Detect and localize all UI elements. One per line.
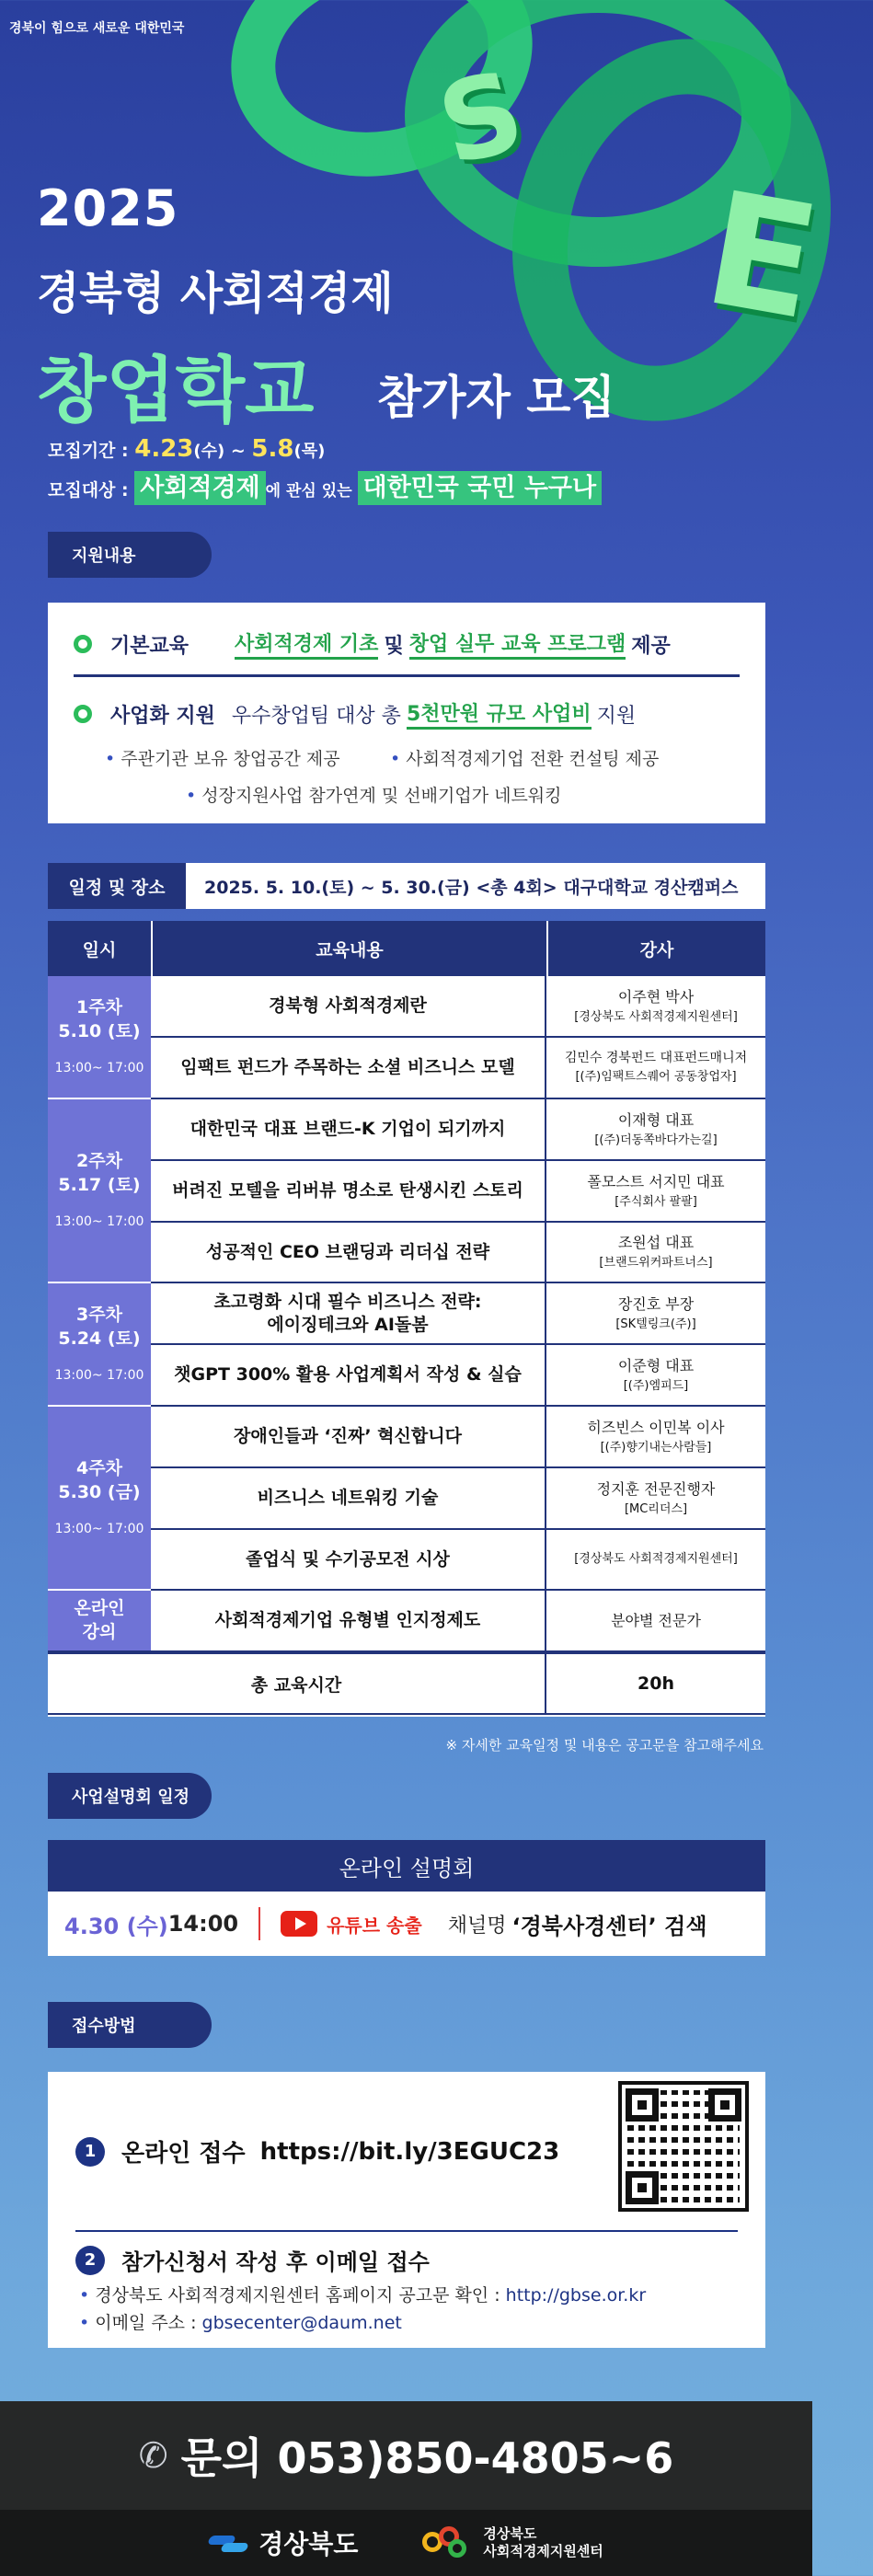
week-cell: 1주차 5.10 (토) 13:00~ 17:00 [48,976,151,1099]
recruit-period: 모집기간 : 4.23(수) ~ 5.8(목) [48,435,326,463]
section-label-briefing: 사업설명회 일정 [48,1773,212,1819]
email-link[interactable]: gbsecenter@daum.net [201,2313,402,2333]
total-hours-label: 총 교육시간 [48,1652,546,1715]
title-rest: 참가자 모집 [377,371,615,424]
center-mark-icon [422,2523,470,2563]
week-cell: 2주차 5.17 (토) 13:00~ 17:00 [48,1099,151,1283]
gyeongbuk-logo: 경상북도 [209,2524,358,2561]
course-cell: 성공적인 CEO 브랜딩과 리더십 전략 [151,1223,546,1283]
instructor-cell: 장진호 부장 [SK텔링크(주)] [546,1283,765,1345]
section-label-support: 지원내용 [48,532,212,578]
title-line2: 경북형 사회적경제 [37,268,394,319]
course-cell: 경북형 사회적경제란 [151,976,546,1038]
schedule-label: 일정 및 장소 [48,863,186,909]
instructor-cell: 분야별 전문가 [546,1591,765,1652]
title-highlight: 창업학교 [37,350,315,432]
instructor-cell: 이재형 대표 [(주)더동쪽바다가는길] [546,1099,765,1161]
week-cell: 3주차 5.24 (토) 13:00~ 17:00 [48,1283,151,1407]
instructor-cell: 이준형 대표 [(주)엠피드] [546,1345,765,1407]
apply-step-email: 2 참가신청서 작성 후 이메일 접수 [75,2244,430,2276]
divider [75,2230,738,2232]
instructor-cell: 이주현 박사 [경상북도 사회적경제지원센터] [546,976,765,1038]
homepage-link[interactable]: http://gbse.or.kr [505,2285,647,2306]
contact-phone[interactable]: 문의 053)850-4805~6 [180,2433,674,2483]
week-cell: 4주차 5.30 (금) 13:00~ 17:00 [48,1407,151,1591]
briefing-body: 4.30 (수) 14:00 유튜브 송출 채널명 ‘경북사경센터’ 검색 [48,1892,765,1956]
support-bullet: • 성장지원사업 참가연계 및 선배기업가 네트워킹 [186,786,562,806]
divider [258,1907,260,1940]
course-cell: 대한민국 대표 브랜드-K 기업이 되기까지 [151,1099,546,1161]
slogan-logo: 경북이 힘으로 새로운 대한민국 [9,21,185,36]
course-cell: 비즈니스 네트워킹 기술 [151,1468,546,1530]
bullet-circle-icon [74,635,92,653]
course-cell: 버려진 모텔을 리버뷰 명소로 탄생시킨 스토리 [151,1161,546,1223]
briefing-header: 온라인 설명회 [48,1840,765,1892]
course-cell: 초고령화 시대 필수 비즈니스 전략: 에이징테크와 AI돌봄 [151,1283,546,1345]
qr-code-icon[interactable] [618,2081,749,2212]
course-cell: 사회적경제기업 유형별 인지정제도 [151,1591,546,1652]
instructor-cell: [경상북도 사회적경제지원센터] [546,1530,765,1591]
week-cell: 온라인 강의 [48,1591,151,1652]
course-cell: 임팩트 펀드가 주목하는 소셜 비즈니스 모델 [151,1038,546,1099]
decorative-letter-s: S [426,47,536,191]
instructor-cell: 히즈빈스 이민복 이사 [(주)향기내는사람들] [546,1407,765,1468]
instructor-cell: 폴모스트 서지민 대표 [주식회사 팔팔] [546,1161,765,1223]
course-cell: 챗GPT 300% 활용 사업계획서 작성 & 실습 [151,1345,546,1407]
bullet-circle-icon [74,705,92,723]
section-label-apply: 접수방법 [48,2002,212,2048]
apply-card [48,2072,765,2348]
social-economy-center-logo: 경상북도 사회적경제지원센터 [422,2523,603,2563]
decorative-letter-e: E [693,157,831,356]
instructor-cell: 정지훈 전문진행자 [MC리더스] [546,1468,765,1530]
support-card [48,603,765,823]
schedule-note: ※ 자세한 교육일정 및 내용은 공고문을 참고해주세요 [445,1737,764,1754]
instructor-cell: 김민수 경북펀드 대표펀드매니저 [(주)임팩트스퀘어 공동창업자] [546,1038,765,1099]
schedule-table [48,921,765,1717]
title-year: 2025 [37,179,179,237]
table-header: 일시 [48,921,151,976]
support-row-education: 기본교육 사회적경제 기초 및 창업 실무 교육 프로그램 제공 [74,628,676,660]
support-bullet: • 사회적경제기업 전환 컨설팅 제공 [390,749,660,769]
gyeongbuk-mark-icon [209,2532,249,2554]
table-header: 교육내용 [151,921,546,976]
youtube-icon [281,1911,317,1937]
footer-logos [0,2510,812,2576]
support-bullet: • 주관기관 보유 창업공간 제공 [105,749,340,769]
recruit-target: 모집대상 : 사회적경제 에 관심 있는 대한민국 국민 누구나 [48,467,602,503]
course-cell: 졸업식 및 수기공모전 시상 [151,1530,546,1591]
apply-step-online: 1 온라인 접수 https://bit.ly/3EGUC23 [75,2134,559,2168]
apply-url-link[interactable]: https://bit.ly/3EGUC23 [259,2137,560,2166]
apply-bullet: • 경상북도 사회적경제지원센터 홈페이지 공고문 확인 : http://gbse.or.kr [79,2285,647,2306]
support-row-business: 사업화 지원 우수창업팀 대상 총 5천만원 규모 사업비 지원 [74,698,641,730]
divider [74,674,740,677]
total-hours-value: 20h [546,1652,765,1715]
course-cell: 장애인들과 ‘진짜’ 혁신합니다 [151,1407,546,1468]
instructor-cell: 조원섭 대표 [브랜드위커파트너스] [546,1223,765,1283]
apply-bullet: • 이메일 주소 : gbsecenter@daum.net [79,2313,402,2333]
schedule-value: 2025. 5. 10.(토) ~ 5. 30.(금) <총 4회> 대구대학교 경산캠퍼스 [186,863,765,909]
phone-icon: ✆ [138,2435,168,2476]
contact-bar [0,2401,812,2510]
table-header: 강사 [546,921,765,976]
